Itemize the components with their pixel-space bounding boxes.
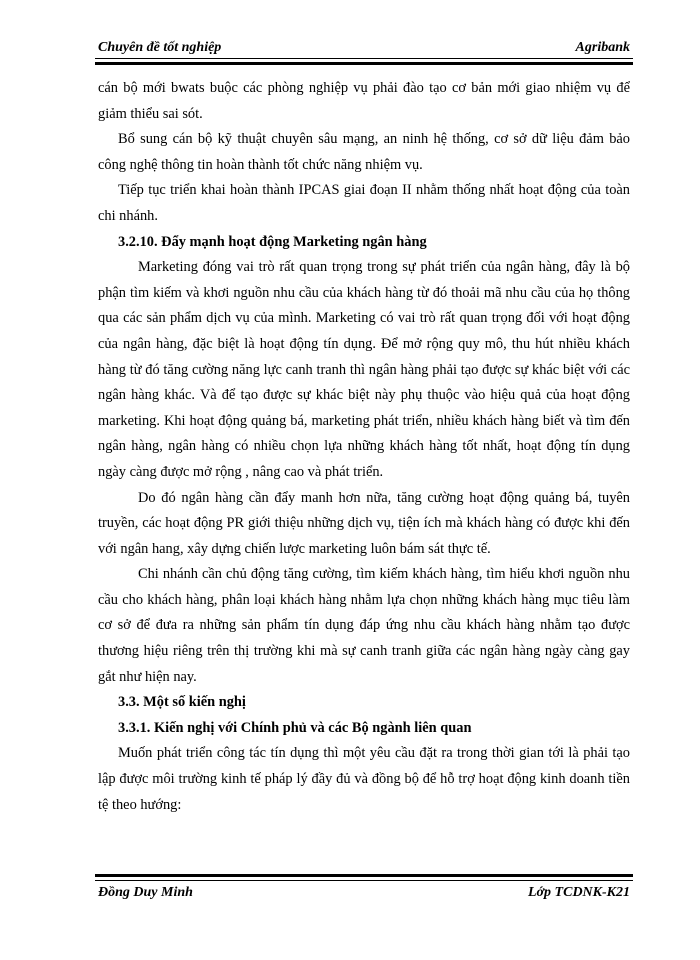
header-rule-thick [95, 62, 633, 65]
page-header [98, 40, 630, 56]
header-title: Chuyên đề tốt nghiệp [98, 40, 222, 55]
page-body [98, 76, 630, 818]
section-heading: 3.2.10. Đẩy mạnh hoạt động Marketing ngân hàng [118, 233, 427, 250]
header-rule-thin [95, 58, 633, 59]
section-heading: 3.3.1. Kiến nghị với Chính phủ và các Bộ ngành liên quan [118, 719, 472, 736]
paragraph: Chi nhánh cần chủ động tăng cường, tìm kiếm khách hàng, tìm hiểu khơi nguồn nhu cầu cho khách hàng, phân loại khách hàng nhằm lựa chọn những khách hàng mục tiêu làm cơ sở để đưa ra những sản phẩm tín dụng đáp ứng nhu cầu khách hàng nhằm tạo được thương hiệu riêng trên thị trường khi mà sự canh tranh giữa các ngân hàng ngày càng gay gắt như hiện nay. [98, 566, 630, 685]
footer-rule-thick [95, 874, 633, 877]
paragraph: Muốn phát triển công tác tín dụng thì một yêu cầu đặt ra trong thời gian tới là phải tạo lập được môi trường kinh tế pháp lý đầy đủ và đồng bộ để hỗ trợ hoạt động kinh doanh tiền tệ theo hướng: [98, 745, 630, 813]
paragraph: cán bộ mới bwats buộc các phòng nghiệp vụ phải đào tạo cơ bản mới giao nhiệm vụ để giảm thiểu sai sót. [98, 80, 630, 122]
paragraph: Do đó ngân hàng cần đẩy manh hơn nữa, tăng cường hoạt động quảng bá, tuyên truyền, các hoạt động PR giới thiệu những dịch vụ, tiện ích mà khách hàng có được khi đến với ngân hang, xây dựng chiến lược marketing luôn bám sát thực tế. [98, 489, 630, 557]
paragraph: Tiếp tục triển khai hoàn thành IPCAS giai đoạn II nhằm thống nhất hoạt động của toàn chi nhánh. [98, 182, 630, 224]
page-footer [98, 885, 630, 901]
footer-rule-thin [95, 880, 633, 881]
footer-author: Đồng Duy Minh [98, 885, 193, 900]
header-org: Agribank [575, 40, 630, 55]
footer-class: Lớp TCDNK-K21 [527, 885, 630, 900]
paragraph: Marketing đóng vai trò rất quan trọng trong sự phát triển của ngân hàng, đây là bộ phận tìm kiếm và khơi nguồn nhu cầu của khách hàng từ đó thoải mã nhu cầu của họ thông qua các sản phẩm dịch vụ của mình. Marketing có vai trò rất quan trọng đối với hoạt động của ngân hàng, đặc biệt là hoạt động tín dụng. Để mở rộng quy mô, thu hút nhiều khách hàng từ đó tăng cường năng lực canh tranh thì ngân hàng phải tạo được sự khác biệt với các ngân hàng khác. Và để tạo được sự khác biệt này phụ thuộc vào hiệu quả của hoạt động marketing. Khi hoạt động quảng bá, marketing phát triển, nhiều khách hàng biết và tìm đến ngân hàng, ngân hàng có nhiều chọn lựa những khách hàng tốt nhất, hoạt động tín dụng ngày càng được mở rộng , nâng cao và phát triển. [98, 259, 630, 480]
paragraph: Bổ sung cán bộ kỹ thuật chuyên sâu mạng, an ninh hệ thống, cơ sở dữ liệu đảm bảo công nghệ thông tin hoàn thành tốt chức năng nhiệm vụ. [98, 131, 630, 173]
section-heading: 3.3. Một số kiến nghị [118, 694, 246, 711]
